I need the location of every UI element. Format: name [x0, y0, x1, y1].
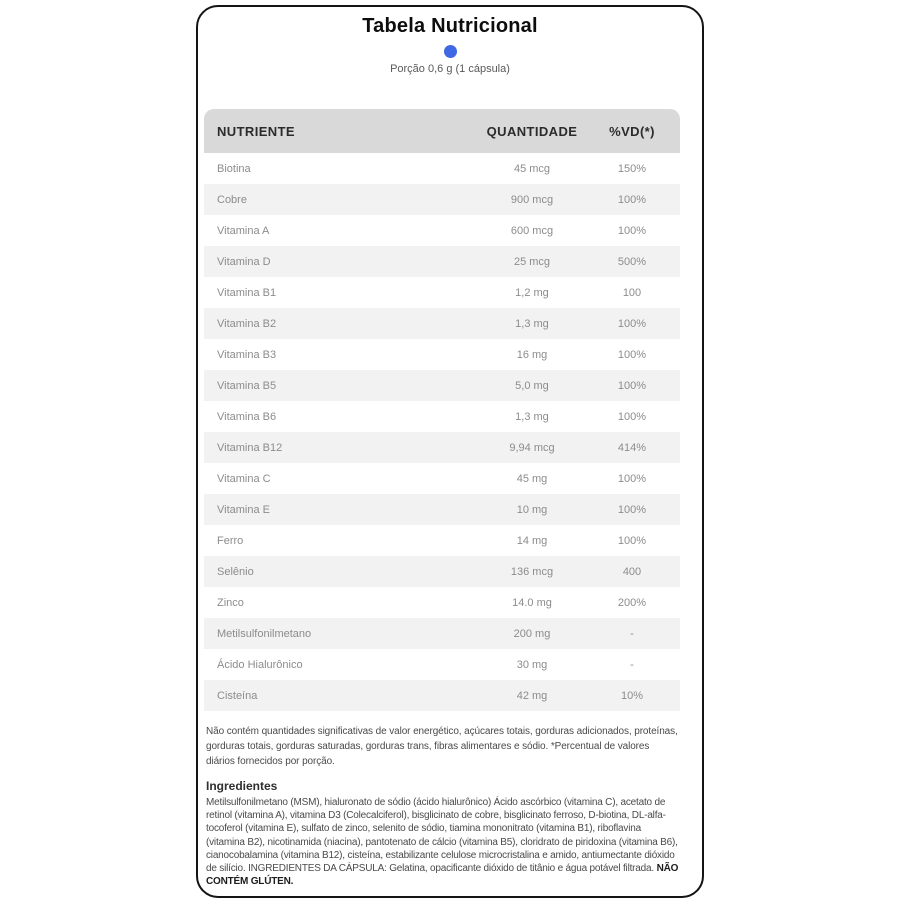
- quantity-cell: 9,94 mcg: [509, 441, 555, 454]
- table-row: [204, 308, 680, 339]
- quantity-cell: 45 mcg: [513, 162, 551, 175]
- quantity-cell: 14 mg: [516, 534, 548, 547]
- page-title: Tabela Nutricional: [362, 15, 538, 37]
- nutrient-cell: Cobre: [217, 193, 247, 206]
- quantity-cell: 30 mg: [516, 658, 548, 671]
- nutrition-facts-card: [196, 5, 704, 898]
- table-body: [204, 153, 680, 711]
- ingredients-body: Metilsulfonilmetano (MSM), hialuronato de sódio (ácido hialurônico) Ácido ascórbico (vitamina C), acetato de retinol (vitamina A), vitamina D3 (Colecalciferol), bisglicinato de cobre, bisglicinato ferroso, D-biotina, DL-alfa-tocoferol (vitamina E), sulfato de zinco, selenito de sódio, tiamina mononitrato (vitamina B1), riboflavina (vitamina B2), nicotinamida (niacina), pantotenato de cálcio (vitamina B5), cloridrato de piridoxina (vitamina B6), cianocobalamina (vitamina B12), cisteína, estabilizante celulose microcristalina e amido, antiumectante dióxido de silício. INGREDIENTES DA CÁPSULA: Gelatina, opacificante dióxido de titânio e água potável filtrada.: [206, 797, 678, 875]
- table-row: [204, 556, 680, 587]
- footnote-text: Não contém quantidades significativas de valor energético, açúcares totais, gorduras adicionados, proteínas, gorduras totais, gorduras saturadas, gorduras trans, fibras alimentares e sódio. *Percentual de valores diários fornecidos por porção.: [206, 726, 678, 767]
- serving-size-text: Porção 0,6 g (1 cápsula): [390, 63, 510, 75]
- vd-cell: 414%: [617, 441, 647, 454]
- ingredients-title: Ingredientes: [206, 779, 278, 793]
- table-row: [204, 618, 680, 649]
- nutrient-cell: Vitamina D: [217, 255, 271, 268]
- vd-cell: 100%: [617, 534, 647, 547]
- table-row: [204, 184, 680, 215]
- vd-cell: 200%: [617, 596, 647, 609]
- column-header-quantidade: QUANTIDADE: [486, 123, 578, 139]
- quantity-cell: 1,3 mg: [515, 410, 549, 423]
- quantity-cell: 1,3 mg: [515, 317, 549, 330]
- vd-cell: -: [630, 627, 634, 640]
- vd-cell: 100%: [617, 193, 647, 206]
- vd-cell: 100%: [617, 410, 647, 423]
- nutrient-cell: Vitamina B12: [217, 441, 283, 454]
- quantity-cell: 136 mcg: [510, 565, 554, 578]
- vd-cell: 100%: [617, 472, 647, 485]
- nutrient-cell: Zinco: [217, 596, 244, 609]
- nutrient-cell: Vitamina E: [217, 503, 270, 516]
- vd-cell: 100%: [617, 224, 647, 237]
- quantity-cell: 25 mcg: [513, 255, 551, 268]
- table-row: [204, 463, 680, 494]
- nutrient-cell: Vitamina B6: [217, 410, 277, 423]
- table-row: [204, 587, 680, 618]
- nutrient-cell: Vitamina C: [217, 472, 271, 485]
- gluten-free-statement: NÃO CONTÉM GLÚTEN.: [206, 863, 679, 888]
- table-row: [204, 494, 680, 525]
- vd-cell: 150%: [617, 162, 647, 175]
- nutrient-cell: Metilsulfonilmetano: [217, 627, 312, 640]
- nutrient-cell: Vitamina B5: [217, 379, 277, 392]
- nutrient-cell: Vitamina B3: [217, 348, 277, 361]
- quantity-cell: 10 mg: [516, 503, 548, 516]
- column-header-nutriente: NUTRIENTE: [217, 123, 295, 139]
- vd-cell: 400: [622, 565, 642, 578]
- nutrient-cell: Ácido Hialurônico: [217, 658, 303, 671]
- quantity-cell: 45 mg: [516, 472, 548, 485]
- table-row: [204, 370, 680, 401]
- quantity-cell: 600 mcg: [510, 224, 554, 237]
- nutrient-cell: Selênio: [217, 565, 254, 578]
- table-row: [204, 215, 680, 246]
- quantity-cell: 200 mg: [513, 627, 551, 640]
- ingredients-text: [206, 796, 680, 888]
- vd-cell: 100: [622, 286, 642, 299]
- quantity-cell: 900 mcg: [510, 193, 554, 206]
- table-header-row: [204, 109, 680, 153]
- nutrient-cell: Vitamina B2: [217, 317, 277, 330]
- vd-cell: 500%: [617, 255, 647, 268]
- vd-cell: 100%: [617, 348, 647, 361]
- serving-dot-icon: [444, 45, 457, 58]
- table-row: [204, 153, 680, 184]
- vd-cell: -: [630, 658, 634, 671]
- table-row: [204, 649, 680, 680]
- table-row: [204, 401, 680, 432]
- nutrient-cell: Vitamina B1: [217, 286, 277, 299]
- table-row: [204, 277, 680, 308]
- quantity-cell: 5,0 mg: [515, 379, 549, 392]
- nutrient-cell: Biotina: [217, 162, 251, 175]
- vd-cell: 100%: [617, 503, 647, 516]
- table-row: [204, 432, 680, 463]
- vd-cell: 10%: [620, 689, 644, 702]
- quantity-cell: 14.0 mg: [512, 596, 552, 609]
- nutrition-table: [204, 109, 680, 711]
- vd-cell: 100%: [617, 379, 647, 392]
- nutrient-cell: Vitamina A: [217, 224, 270, 237]
- quantity-cell: 42 mg: [516, 689, 548, 702]
- nutrient-cell: Ferro: [217, 534, 244, 547]
- quantity-cell: 1,2 mg: [515, 286, 549, 299]
- nutrient-cell: Cisteína: [217, 689, 258, 702]
- quantity-cell: 16 mg: [516, 348, 548, 361]
- table-row: [204, 525, 680, 556]
- table-row: [204, 680, 680, 711]
- vd-cell: 100%: [617, 317, 647, 330]
- column-header-vd: %VD(*): [609, 123, 655, 139]
- table-row: [204, 246, 680, 277]
- table-row: [204, 339, 680, 370]
